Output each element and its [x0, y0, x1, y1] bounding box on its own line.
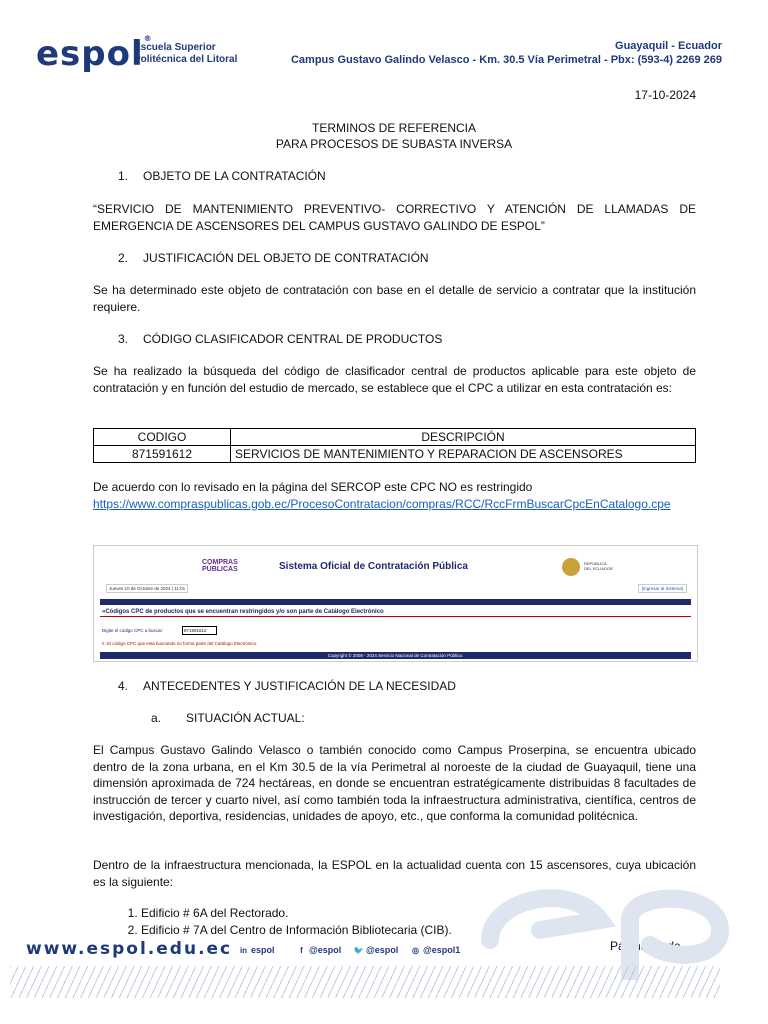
institution-name: Escuela Superior Politécnica del Litoral [134, 42, 238, 65]
sercop-link[interactable]: https://www.compraspublicas.gob.ec/ProcesoContratacion/compras/RCC/RccFrmBuscarCpcEnCatalogo.cpe [93, 496, 671, 511]
document-title: TERMINOS DE REFERENCIA [311, 121, 476, 135]
section-2-text: Se ha determinado este objeto de contratación con base en el detalle de servicio a contratar que la institución requiere. [93, 283, 696, 314]
section-1-text: “SERVICIO DE MANTENIMIENTO PREVENTIVO- CORRECTIVO Y ATENCIÓN DE LLAMADAS DE EMERGENCIA DE ASCENSORES DEL CAMPUS GUSTAVO GALINDO DE ESPOL” [93, 202, 696, 233]
facebook-icon: f [300, 946, 303, 955]
cpc-header-code: CODIGO [94, 429, 231, 446]
section-3-note: De acuerdo con lo revisado en la página del SERCOP este CPC NO es restringido https://www.compraspublicas.gob.ec/ProcesoContratacion/compras/RCC/RccFrmBuscarCpcEnCatalogo.cpe [93, 480, 671, 511]
header-address: Campus Gustavo Galindo Velasco - Km. 30.5 Vía Perimetral - Pbx: (593-4) 2269 269 [290, 54, 722, 66]
sercop-divider [100, 616, 691, 617]
espol-watermark-icon [480, 880, 740, 980]
sercop-nav-bar [100, 599, 691, 605]
sercop-title: Sistema Oficial de Contratación Pública [279, 561, 468, 572]
document-date: 17-10-2024 [634, 88, 696, 102]
cpc-table [93, 428, 696, 463]
republica-label: REPÚBLICA DEL ECUADOR [584, 561, 613, 571]
footer-twitter[interactable]: 🐦 @espol [353, 945, 399, 955]
twitter-icon: 🐦 [353, 946, 364, 955]
compras-publicas-logo: COMPRAS PÚBLICAS [202, 559, 238, 573]
section-2-heading: 2. JUSTIFICACIÓN DEL OBJETO DE CONTRATACIÓN [118, 251, 429, 265]
header-city: Guayaquil - Ecuador [615, 40, 722, 52]
footer-decoration [10, 966, 720, 998]
section-3-heading: 3. CÓDIGO CLASIFICADOR CENTRAL DE PRODUCTOS [118, 332, 443, 346]
sercop-date: Jueves 10 de Octubre de 2024 | 11:01 [106, 584, 188, 593]
section-4-paragraph-2: Dentro de la infraestructura mencionada, la ESPOL en la actualidad cuenta con 15 ascensores, cuya ubicación es la siguiente: [93, 858, 696, 889]
section-4a-heading: a. SITUACIÓN ACTUAL: [151, 711, 305, 725]
footer-linkedin[interactable]: in espol [239, 945, 275, 955]
instagram-icon: ◎ [412, 946, 419, 955]
section-3-text: Se ha realizado la búsqueda del código de clasificador central de productos aplicable para este objeto de contratación y en función del estudio de mercado, se establece que el CPC a utilizar en esta contratación es: [93, 364, 696, 395]
list-item: 2. Edificio # 7A del Centro de Información Bibliotecaria (CIB). [141, 922, 452, 939]
section-4-paragraph-1: El Campus Gustavo Galindo Velasco o también conocido como Campus Proserpina, se encuentra ubicado dentro de la zona urbana, en el Km 30.5 de la vía Perimetral al noroeste de la ciudad de Guayaquil, tiene una dimensión aproximada de 724 hectáreas, en donde se encuentran estratégicamente distribuidas 8 facultades de instrucción de tercer y cuarto nivel, así como también toda la infraestructura administrativa, científica, centros de investigación, deportiva, residencias, unidades de apoyo, etc., que conforma la comunidad politécnica. [93, 743, 696, 823]
footer-website[interactable]: www.espol.edu.ec [26, 939, 233, 959]
sercop-screenshot [93, 545, 698, 662]
list-item: 1. Edificio # 6A del Rectorado. [141, 905, 452, 922]
sercop-error-message: !!. El código CPC que está buscando no forma parte del Catálogo Electrónico. [102, 641, 258, 646]
sercop-copyright: Copyright © 2008 - 2024 Servicio Nacional de Contratación Pública. [100, 652, 691, 659]
section-1-heading: 1. OBJETO DE LA CONTRATACIÓN [118, 169, 326, 183]
cpc-description: SERVICIOS DE MANTENIMIENTO Y REPARACION DE ASCENSORES [231, 446, 696, 463]
espol-logo: espol® [36, 34, 153, 74]
page-number: Página de [610, 939, 681, 953]
document-subtitle: PARA PROCESOS DE SUBASTA INVERSA [275, 137, 513, 151]
cpc-code: 871591612 [94, 446, 231, 463]
ecuador-shield-icon [562, 558, 580, 576]
section-4-heading: 4. ANTECEDENTES Y JUSTIFICACIÓN DE LA NECESIDAD [118, 679, 456, 693]
sercop-login-link: [Ingresar al Sistema] [638, 584, 687, 593]
cpc-header-description: DESCRIPCIÓN [231, 429, 696, 446]
linkedin-icon: in [239, 946, 248, 955]
sercop-cpc-label: Digite el código CPC a buscar: [102, 628, 164, 633]
footer-facebook[interactable]: f @espol [296, 945, 341, 956]
footer-instagram[interactable]: ◎ @espol1 [412, 945, 461, 955]
elevator-list [93, 905, 452, 938]
sercop-cpc-input: 871591612 [182, 626, 217, 635]
sercop-heading: »Códigos CPC de productos que se encuentran restringidos y/o son parte de Catálogo Electrónico [102, 609, 384, 615]
